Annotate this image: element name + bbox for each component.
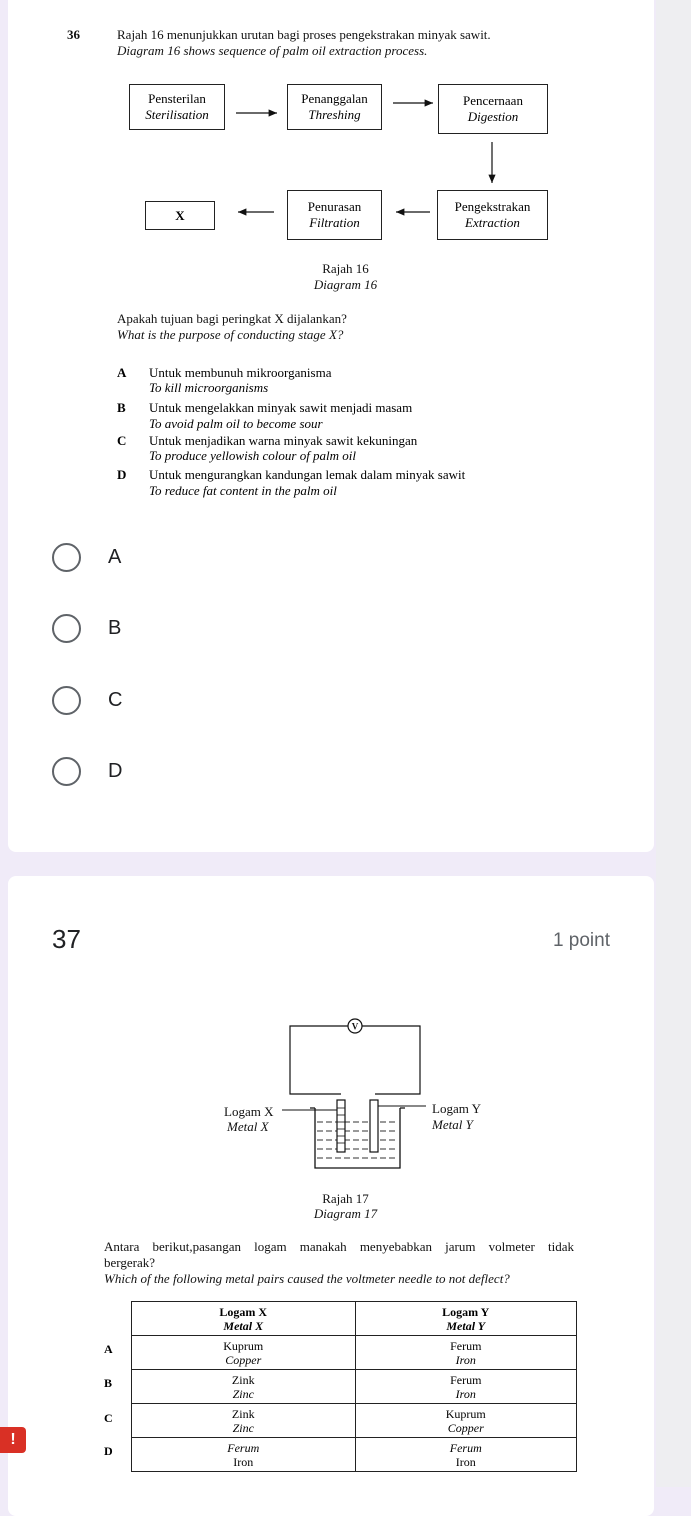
flow-label-en: Digestion [467,109,519,124]
flow-label-en: Extraction [465,215,520,230]
cell-ms: Ferum [450,1338,482,1353]
metal-x-label-ms: Logam X [224,1104,274,1119]
row-letter: C [104,1411,113,1425]
circuit-wire [290,1026,420,1094]
table-row [132,1370,577,1404]
metal-pairs-table [131,1301,577,1472]
table-row [132,1336,577,1370]
option-text-ms: Untuk menjadikan warna minyak sawit kekuningan [149,433,418,448]
option-text-ms: Untuk mengelakkan minyak sawit menjadi masam [149,400,413,415]
cell-diagram [200,1018,500,1178]
question-text-ms: Apakah tujuan bagi peringkat X dijalankan? [117,311,347,326]
row-letter: B [104,1376,113,1390]
cell-en: Zinc [232,1420,254,1435]
option-letter: D [117,467,127,482]
metal-y-electrode [370,1100,378,1152]
diagram-caption-en: Diagram 16 [313,277,378,292]
radio-button[interactable] [52,543,81,572]
choice-label: D [108,759,123,782]
question-text-ms-line1: Antara berikut,pasangan logam manakah menyebabkan jarum volmeter tidak [104,1239,574,1254]
header-ms: Logam X [219,1304,268,1319]
cell-metal-y [355,1336,577,1370]
beaker [315,1108,400,1168]
option-letter: A [117,365,127,380]
diagram-caption-en: Diagram 17 [313,1206,378,1221]
header-ms: Logam Y [442,1304,490,1319]
cell-en: Copper [225,1352,262,1367]
question-text-ms-line2: bergerak? [104,1255,156,1270]
choice-b[interactable] [52,611,121,645]
metal-x-label-en: Metal X [227,1119,269,1134]
question-stem-en: Diagram 16 shows sequence of palm oil extraction process. [117,43,428,58]
header-metal-y [355,1302,577,1336]
choice-label: A [108,545,122,568]
diagram-caption-ms: Rajah 17 [322,1191,369,1206]
choice-a[interactable] [52,540,121,574]
cell-ms: Zink [231,1372,255,1387]
cell-metal-x [132,1438,356,1472]
metal-y-label-en: Metal Y [432,1117,473,1132]
diagram-caption-ms: Rajah 16 [322,261,369,276]
radio-button[interactable] [52,686,81,715]
cell-ms: Ferum [449,1440,482,1455]
cell-ms: Kuprum [223,1338,264,1353]
option-text-en: To avoid palm oil to become sour [149,416,323,431]
points-label: 1 point [552,930,610,951]
cell-ms: Kuprum [445,1406,486,1421]
header-metal-x [132,1302,356,1336]
table-row [132,1438,577,1472]
choice-c[interactable] [52,683,122,717]
question-text-en: Which of the following metal pairs caused the voltmeter needle to not deflect? [104,1271,510,1286]
flow-label-ms: Penurasan [307,199,362,214]
cell-ms: Ferum [450,1372,482,1387]
cell-en: Iron [455,1454,476,1469]
cell-en: Zinc [232,1386,254,1401]
radio-button[interactable] [52,614,81,643]
option-text-en: To reduce fat content in the palm oil [149,483,337,498]
question-number: 36 [67,27,80,42]
flow-label-en: Filtration [309,215,360,230]
voltmeter-symbol: V [351,1021,359,1032]
stage-x-label: X [175,207,185,223]
choice-d[interactable] [52,754,122,788]
option-text-en: To produce yellowish colour of palm oil [149,448,357,463]
flow-label-ms: Pengekstrakan [454,199,531,214]
flow-arrows [0,0,656,300]
cell-en: Iron [455,1386,476,1401]
cell-en: Iron [233,1454,254,1469]
header-en: Metal X [223,1318,264,1333]
cell-metal-x [132,1404,356,1438]
cell-metal-y [355,1404,577,1438]
flow-label-ms: Penanggalan [301,91,368,106]
option-text-ms: Untuk mengurangkan kandungan lemak dalam minyak sawit [149,467,466,482]
flow-label-ms: Pencernaan [463,93,523,108]
table-header-row [132,1302,577,1336]
question-stem-ms: Rajah 16 menunjukkan urutan bagi proses pengekstrakan minyak sawit. [117,27,491,42]
question-text-en: What is the purpose of conducting stage X? [117,327,344,342]
cell-metal-y [355,1370,577,1404]
question-number: 37 [52,924,81,954]
option-text-ms: Untuk membunuh mikroorganisma [149,365,332,380]
radio-button[interactable] [52,757,81,786]
row-letter: D [104,1444,113,1458]
cell-metal-x [132,1370,356,1404]
row-letter: A [104,1342,113,1356]
choice-label: C [108,688,123,711]
cell-ms: Ferum [227,1440,260,1455]
flow-label-en: Sterilisation [145,107,209,122]
choice-label: B [108,616,122,639]
flow-label-ms: Pensterilan [148,91,206,106]
alert-icon[interactable]: ! [0,1427,26,1453]
header-en: Metal Y [446,1318,486,1333]
electrolyte [317,1122,398,1158]
page-scrollbar[interactable] [656,0,691,1487]
option-text-en: To kill microorganisms [149,380,269,395]
cell-metal-x [132,1336,356,1370]
cell-en: Iron [455,1352,476,1367]
option-letter: B [117,400,126,415]
table-row [132,1404,577,1438]
cell-ms: Zink [231,1406,255,1421]
cell-en: Copper [447,1420,484,1435]
cell-metal-y [355,1438,577,1472]
option-letter: C [117,433,127,448]
flow-label-en: Threshing [308,107,361,122]
metal-y-label-ms: Logam Y [432,1101,481,1116]
